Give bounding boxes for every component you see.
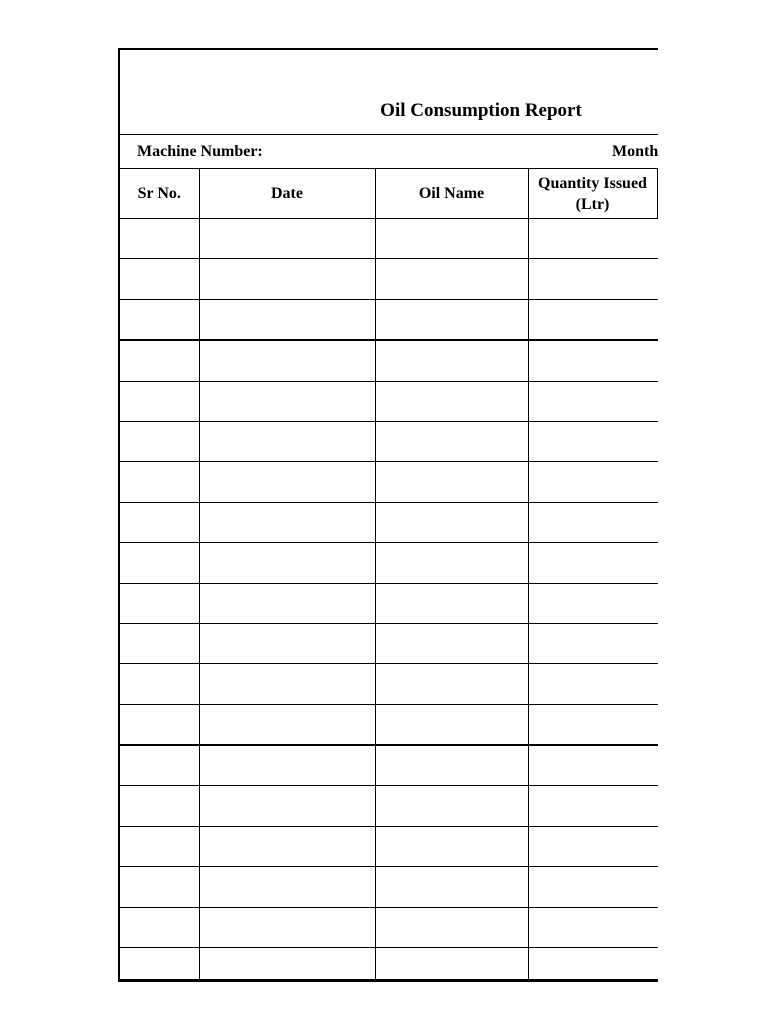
cell-date[interactable] (199, 826, 375, 866)
cell-oil-name[interactable] (375, 381, 528, 421)
header-quantity-line2: (Ltr) (575, 195, 610, 213)
oil-consumption-table (118, 169, 658, 982)
cell-oil-name[interactable] (375, 704, 528, 745)
cell-quantity[interactable] (528, 259, 658, 299)
table-body (119, 219, 658, 983)
frame-bottom-border (118, 979, 658, 982)
cell-sr-no[interactable] (119, 745, 199, 786)
cell-oil-name[interactable] (375, 664, 528, 704)
table-header-row (119, 169, 658, 219)
cell-date[interactable] (199, 543, 375, 583)
cell-sr-no[interactable] (119, 502, 199, 542)
cell-oil-name[interactable] (375, 826, 528, 866)
cell-sr-no[interactable] (119, 340, 199, 381)
table-row (119, 623, 658, 663)
cell-sr-no[interactable] (119, 948, 199, 982)
machine-number-label: Machine Number: (137, 143, 263, 160)
table-row (119, 219, 658, 259)
table-row (119, 948, 658, 982)
cell-sr-no[interactable] (119, 299, 199, 340)
cell-oil-name[interactable] (375, 421, 528, 461)
cell-sr-no[interactable] (119, 867, 199, 907)
cell-quantity[interactable] (528, 623, 658, 663)
cell-sr-no[interactable] (119, 381, 199, 421)
table-row (119, 340, 658, 381)
frame-top-border (118, 48, 658, 50)
cell-quantity[interactable] (528, 786, 658, 826)
table-row (119, 867, 658, 907)
cell-sr-no[interactable] (119, 907, 199, 947)
cell-sr-no[interactable] (119, 219, 199, 259)
cell-date[interactable] (199, 259, 375, 299)
cell-date[interactable] (199, 583, 375, 623)
table-row (119, 462, 658, 502)
cell-date[interactable] (199, 664, 375, 704)
cell-quantity[interactable] (528, 340, 658, 381)
table-row (119, 299, 658, 340)
cell-oil-name[interactable] (375, 867, 528, 907)
cell-sr-no[interactable] (119, 704, 199, 745)
cell-oil-name[interactable] (375, 502, 528, 542)
table-row (119, 381, 658, 421)
cell-oil-name[interactable] (375, 340, 528, 381)
cell-oil-name[interactable] (375, 583, 528, 623)
table-row (119, 583, 658, 623)
cell-quantity[interactable] (528, 462, 658, 502)
cell-date[interactable] (199, 462, 375, 502)
cell-quantity[interactable] (528, 948, 658, 982)
cell-quantity[interactable] (528, 826, 658, 866)
header-quantity-line1: Quantity Issued (538, 174, 647, 192)
cell-quantity[interactable] (528, 421, 658, 461)
header-sr-no: Sr No. (119, 169, 199, 219)
cell-quantity[interactable] (528, 867, 658, 907)
cell-oil-name[interactable] (375, 907, 528, 947)
table-row (119, 907, 658, 947)
cell-date[interactable] (199, 907, 375, 947)
table-row (119, 745, 658, 786)
cell-sr-no[interactable] (119, 786, 199, 826)
cell-oil-name[interactable] (375, 543, 528, 583)
cell-sr-no[interactable] (119, 826, 199, 866)
cell-date[interactable] (199, 381, 375, 421)
table-row (119, 502, 658, 542)
report-title: Oil Consumption Report (380, 100, 582, 121)
cell-oil-name[interactable] (375, 786, 528, 826)
header-quantity-issued (528, 169, 658, 219)
cell-sr-no[interactable] (119, 623, 199, 663)
cell-date[interactable] (199, 299, 375, 340)
cell-quantity[interactable] (528, 502, 658, 542)
cell-quantity[interactable] (528, 299, 658, 340)
cell-quantity[interactable] (528, 381, 658, 421)
cell-quantity[interactable] (528, 219, 658, 259)
table-row (119, 786, 658, 826)
cell-quantity[interactable] (528, 745, 658, 786)
table-row (119, 826, 658, 866)
cell-quantity[interactable] (528, 704, 658, 745)
header-oil-name: Oil Name (375, 169, 528, 219)
table-row (119, 664, 658, 704)
cell-quantity[interactable] (528, 907, 658, 947)
cell-date[interactable] (199, 623, 375, 663)
cell-oil-name[interactable] (375, 259, 528, 299)
cell-date[interactable] (199, 340, 375, 381)
cell-date[interactable] (199, 502, 375, 542)
cell-date[interactable] (199, 745, 375, 786)
cell-date[interactable] (199, 786, 375, 826)
cell-oil-name[interactable] (375, 219, 528, 259)
report-sheet (118, 48, 658, 982)
cell-sr-no[interactable] (119, 421, 199, 461)
cell-sr-no[interactable] (119, 259, 199, 299)
table-row (119, 259, 658, 299)
cell-sr-no[interactable] (119, 462, 199, 502)
cell-date[interactable] (199, 948, 375, 982)
cell-sr-no[interactable] (119, 583, 199, 623)
month-label: Month (612, 143, 658, 160)
cell-date[interactable] (199, 867, 375, 907)
table-row (119, 704, 658, 745)
cell-date[interactable] (199, 421, 375, 461)
cell-oil-name[interactable] (375, 299, 528, 340)
cell-quantity[interactable] (528, 664, 658, 704)
cell-oil-name[interactable] (375, 948, 528, 982)
table-row (119, 421, 658, 461)
cell-quantity[interactable] (528, 543, 658, 583)
cell-date[interactable] (199, 704, 375, 745)
cell-sr-no[interactable] (119, 543, 199, 583)
cell-oil-name[interactable] (375, 745, 528, 786)
cell-oil-name[interactable] (375, 462, 528, 502)
header-date: Date (199, 169, 375, 219)
table-row (119, 543, 658, 583)
cell-quantity[interactable] (528, 583, 658, 623)
cell-sr-no[interactable] (119, 664, 199, 704)
info-row (118, 135, 658, 168)
cell-date[interactable] (199, 219, 375, 259)
cell-oil-name[interactable] (375, 623, 528, 663)
